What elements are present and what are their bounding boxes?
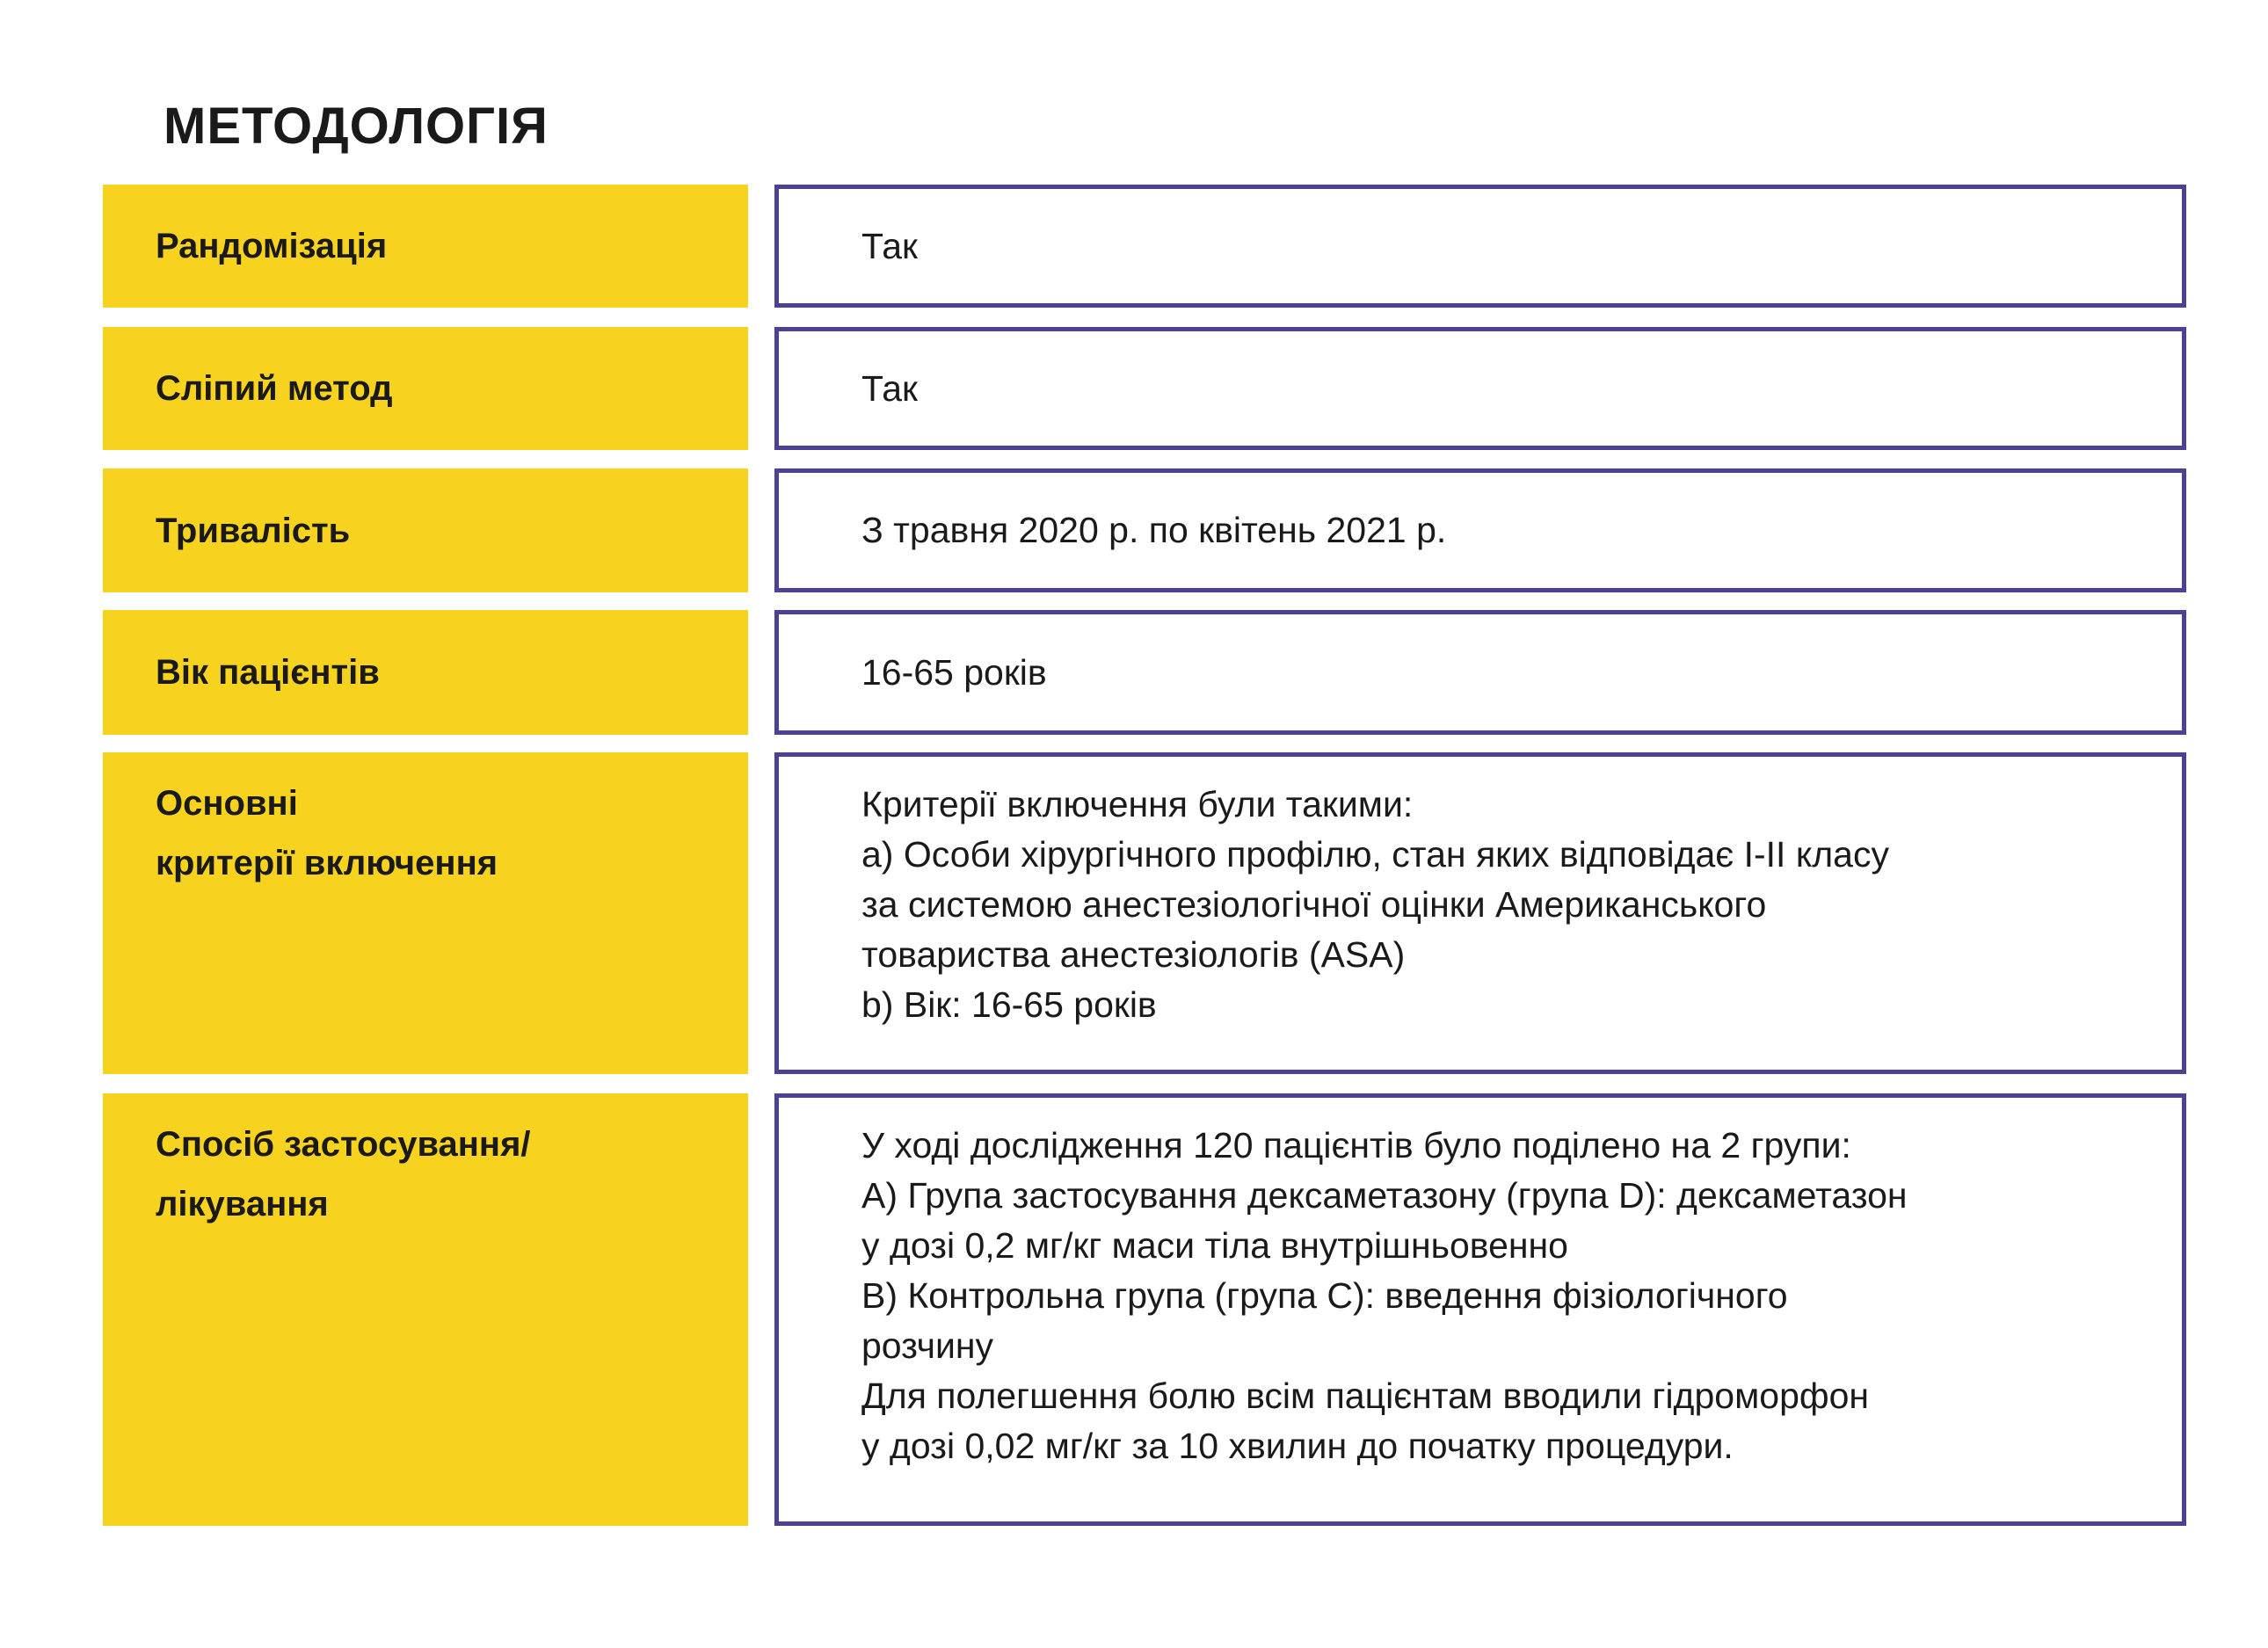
row-value-box [774,185,2186,308]
row-value-box [774,610,2186,735]
table-row [0,185,2268,308]
row-value: Так [861,225,918,266]
table-row [0,610,2268,735]
table-row [0,1093,2268,1526]
table-row [0,752,2268,1074]
row-label: Рандомізація [156,227,388,265]
row-value: Критерії включення були такими: [861,784,1414,824]
row-label: Спосіб застосування/ [156,1125,531,1164]
table-row [0,468,2268,592]
row-label: Основні [156,784,298,823]
row-value: 16-65 років [861,651,1047,693]
row-value-box [774,327,2186,450]
row-label-box [103,327,748,450]
table-row [0,327,2268,450]
page-title: МЕТОДОЛОГІЯ [164,98,549,155]
row-label-box [103,1093,748,1526]
row-label-box [103,468,748,592]
row-value: у дозі 0,2 мг/кг маси тіла внутрішньовенно [861,1225,1568,1266]
row-value: розчину [861,1325,993,1366]
row-value: У ході дослідження 120 пацієнтів було поділено на 2 групи: [861,1125,1851,1165]
row-label: критерії включення [156,844,498,882]
row-value-box [774,1093,2186,1526]
row-value: A) Група застосування дексаметазону (група D): дексаметазон [861,1175,1908,1216]
row-value-box [774,468,2186,592]
row-label: Вік пацієнтів [156,653,380,692]
row-value: Для полегшення болю всім пацієнтам вводили гідроморфон [861,1376,1870,1416]
row-label-box [103,610,748,735]
row-value: у дозі 0,02 мг/кг за 10 хвилин до початку процедури. [861,1426,1734,1466]
row-label: Сліпий метод [156,369,393,408]
row-value: З травня 2020 р. по квітень 2021 р. [861,510,1447,550]
row-value: b) Вік: 16-65 років [861,984,1157,1025]
row-label: лікування [156,1185,329,1223]
row-label-box [103,752,748,1074]
row-value: a) Особи хірургічного профілю, стан яких відповідає I-II класу [861,834,1889,875]
row-label: Тривалість [156,511,351,550]
row-label-box [103,185,748,308]
row-value: B) Контрольна група (група C): введення фізіологічного [861,1275,1788,1316]
row-value: Так [861,367,918,409]
row-value-box [774,752,2186,1074]
row-value: за системою анестезіологічної оцінки Американського [861,884,1767,925]
row-value: товариства анестезіологів (ASA) [861,934,1406,975]
